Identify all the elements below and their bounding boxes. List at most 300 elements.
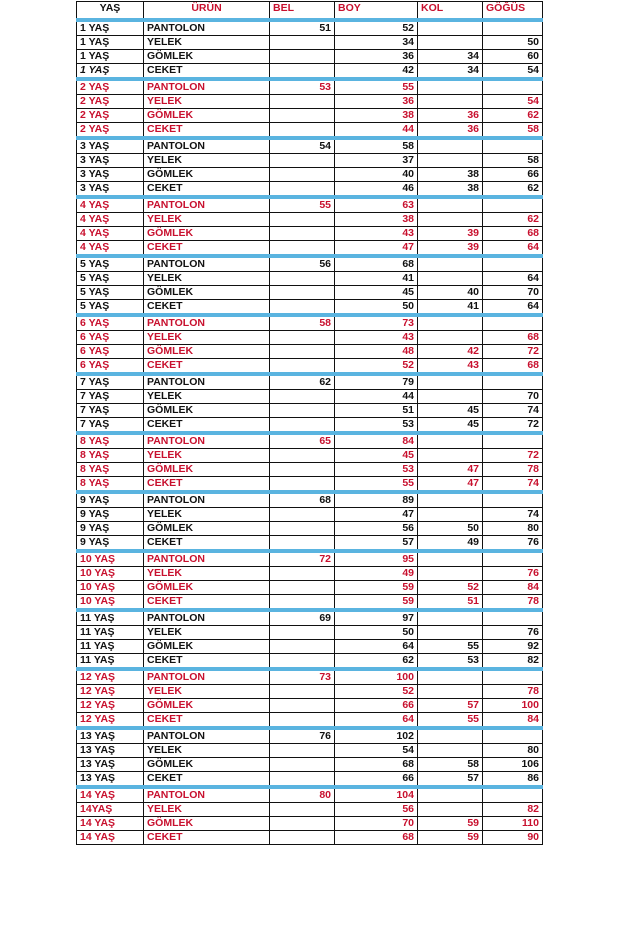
cell-bel [270,359,335,375]
cell-kol: 38 [418,168,483,182]
cell-kol: 55 [418,713,483,729]
header-urun: ÜRÜN [144,2,270,21]
cell-gogus: 62 [483,213,543,227]
cell-boy: 55 [335,79,418,95]
cell-yas: 11 YAŞ [77,654,144,670]
cell-gogus [483,315,543,331]
cell-yas: 12 YAŞ [77,669,144,685]
cell-gogus: 64 [483,300,543,316]
cell-urun: YELEK [144,272,270,286]
cell-bel: 62 [270,374,335,390]
cell-yas: 7 YAŞ [77,418,144,434]
cell-urun: YELEK [144,154,270,168]
cell-gogus: 76 [483,567,543,581]
header-row [77,2,543,21]
cell-urun: YELEK [144,449,270,463]
cell-urun: GÖMLEK [144,640,270,654]
cell-kol: 59 [418,831,483,845]
cell-bel [270,168,335,182]
cell-boy: 66 [335,772,418,788]
cell-yas: 9 YAŞ [77,508,144,522]
cell-urun: YELEK [144,744,270,758]
cell-gogus: 84 [483,581,543,595]
table-row [77,138,543,154]
header-boy: BOY [335,2,418,21]
cell-bel: 53 [270,79,335,95]
cell-yas: 13 YAŞ [77,728,144,744]
cell-bel [270,418,335,434]
table-row [77,168,543,182]
table-row [77,404,543,418]
cell-boy: 55 [335,477,418,493]
table-row [77,345,543,359]
cell-urun: CEKET [144,477,270,493]
cell-yas: 5 YAŞ [77,272,144,286]
table-row [77,551,543,567]
cell-gogus: 68 [483,359,543,375]
cell-bel [270,595,335,611]
table-row [77,772,543,788]
cell-gogus [483,433,543,449]
cell-yas: 9 YAŞ [77,522,144,536]
table-row [77,522,543,536]
cell-boy: 53 [335,463,418,477]
cell-urun: GÖMLEK [144,758,270,772]
cell-yas: 12 YAŞ [77,685,144,699]
cell-yas: 12 YAŞ [77,699,144,713]
cell-urun: PANTOLON [144,315,270,331]
cell-kol [418,433,483,449]
cell-gogus [483,669,543,685]
cell-boy: 84 [335,433,418,449]
cell-kol [418,256,483,272]
cell-boy: 64 [335,713,418,729]
cell-kol: 47 [418,477,483,493]
cell-kol: 39 [418,227,483,241]
table-row [77,50,543,64]
cell-urun: CEKET [144,713,270,729]
cell-kol: 51 [418,595,483,611]
cell-boy: 68 [335,256,418,272]
cell-yas: 2 YAŞ [77,79,144,95]
cell-yas: 2 YAŞ [77,95,144,109]
table-row [77,654,543,670]
table-row [77,536,543,552]
cell-urun: PANTOLON [144,492,270,508]
cell-urun: YELEK [144,508,270,522]
cell-yas: 2 YAŞ [77,123,144,139]
cell-bel: 72 [270,551,335,567]
table-row [77,390,543,404]
cell-gogus: 92 [483,640,543,654]
cell-urun: CEKET [144,241,270,257]
table-row [77,315,543,331]
cell-yas: 9 YAŞ [77,492,144,508]
cell-yas: 1 YAŞ [77,50,144,64]
cell-urun: YELEK [144,36,270,50]
cell-gogus [483,787,543,803]
cell-bel [270,685,335,699]
cell-bel: 68 [270,492,335,508]
cell-urun: GÖMLEK [144,109,270,123]
cell-gogus: 58 [483,123,543,139]
cell-bel [270,345,335,359]
cell-bel [270,699,335,713]
cell-yas: 13 YAŞ [77,758,144,772]
table-row [77,817,543,831]
cell-bel: 76 [270,728,335,744]
size-chart-body [77,20,543,845]
cell-urun: YELEK [144,95,270,109]
cell-boy: 34 [335,36,418,50]
table-row [77,831,543,845]
cell-urun: GÖMLEK [144,50,270,64]
cell-boy: 50 [335,626,418,640]
cell-urun: GÖMLEK [144,817,270,831]
cell-bel: 65 [270,433,335,449]
cell-yas: 11 YAŞ [77,626,144,640]
cell-boy: 38 [335,109,418,123]
table-row [77,20,543,36]
cell-bel: 58 [270,315,335,331]
cell-boy: 58 [335,138,418,154]
cell-kol: 58 [418,758,483,772]
cell-gogus: 82 [483,803,543,817]
cell-kol: 53 [418,654,483,670]
cell-kol [418,36,483,50]
cell-bel [270,213,335,227]
cell-bel [270,772,335,788]
size-chart-sheet [76,1,543,845]
table-row [77,610,543,626]
cell-bel [270,803,335,817]
cell-kol: 49 [418,536,483,552]
cell-boy: 56 [335,803,418,817]
cell-bel [270,626,335,640]
cell-yas: 6 YAŞ [77,345,144,359]
table-row [77,449,543,463]
cell-bel [270,50,335,64]
cell-urun: GÖMLEK [144,404,270,418]
cell-urun: PANTOLON [144,433,270,449]
cell-bel [270,758,335,772]
cell-bel [270,744,335,758]
cell-kol [418,508,483,522]
cell-boy: 59 [335,581,418,595]
cell-yas: 11 YAŞ [77,610,144,626]
cell-urun: YELEK [144,626,270,640]
cell-yas: 4 YAŞ [77,227,144,241]
cell-gogus: 74 [483,404,543,418]
cell-yas: 10 YAŞ [77,581,144,595]
cell-bel [270,522,335,536]
cell-kol: 47 [418,463,483,477]
cell-gogus: 86 [483,772,543,788]
table-row [77,595,543,611]
cell-bel [270,390,335,404]
cell-boy: 52 [335,685,418,699]
cell-urun: GÖMLEK [144,463,270,477]
table-row [77,213,543,227]
cell-bel [270,640,335,654]
cell-boy: 43 [335,227,418,241]
cell-kol: 41 [418,300,483,316]
cell-yas: 10 YAŞ [77,567,144,581]
cell-gogus: 72 [483,418,543,434]
cell-kol: 59 [418,817,483,831]
cell-boy: 59 [335,595,418,611]
cell-urun: GÖMLEK [144,345,270,359]
cell-bel: 54 [270,138,335,154]
cell-bel [270,241,335,257]
cell-kol: 36 [418,109,483,123]
cell-bel [270,581,335,595]
cell-gogus [483,138,543,154]
cell-bel: 69 [270,610,335,626]
cell-kol: 34 [418,64,483,80]
cell-kol [418,95,483,109]
cell-yas: 13 YAŞ [77,772,144,788]
cell-gogus [483,374,543,390]
cell-bel [270,567,335,581]
cell-boy: 40 [335,168,418,182]
cell-boy: 38 [335,213,418,227]
cell-gogus: 82 [483,654,543,670]
cell-gogus: 84 [483,713,543,729]
cell-yas: 14 YAŞ [77,831,144,845]
cell-kol [418,685,483,699]
cell-yas: 10 YAŞ [77,595,144,611]
cell-kol [418,315,483,331]
table-row [77,272,543,286]
cell-boy: 46 [335,182,418,198]
cell-boy: 44 [335,123,418,139]
cell-urun: YELEK [144,213,270,227]
table-row [77,433,543,449]
cell-yas: 14 YAŞ [77,787,144,803]
cell-boy: 73 [335,315,418,331]
cell-yas: 11 YAŞ [77,640,144,654]
cell-bel [270,477,335,493]
cell-urun: PANTOLON [144,20,270,36]
cell-kol: 42 [418,345,483,359]
cell-gogus: 78 [483,685,543,699]
cell-urun: CEKET [144,418,270,434]
cell-urun: CEKET [144,654,270,670]
cell-gogus: 70 [483,390,543,404]
cell-yas: 8 YAŞ [77,449,144,463]
header-yas: YAŞ [77,2,144,21]
cell-boy: 42 [335,64,418,80]
cell-gogus: 54 [483,95,543,109]
cell-gogus: 54 [483,64,543,80]
cell-urun: CEKET [144,359,270,375]
cell-gogus: 78 [483,595,543,611]
cell-bel [270,331,335,345]
cell-yas: 7 YAŞ [77,374,144,390]
cell-kol: 39 [418,241,483,257]
cell-bel: 55 [270,197,335,213]
cell-yas: 7 YAŞ [77,390,144,404]
cell-urun: CEKET [144,595,270,611]
cell-urun: YELEK [144,567,270,581]
cell-kol: 40 [418,286,483,300]
cell-boy: 70 [335,817,418,831]
table-row [77,744,543,758]
cell-boy: 68 [335,831,418,845]
cell-kol [418,744,483,758]
cell-kol [418,197,483,213]
cell-yas: 5 YAŞ [77,286,144,300]
cell-gogus: 58 [483,154,543,168]
cell-yas: 4 YAŞ [77,241,144,257]
cell-yas: 6 YAŞ [77,359,144,375]
cell-bel [270,817,335,831]
cell-bel: 73 [270,669,335,685]
cell-boy: 47 [335,241,418,257]
cell-urun: GÖMLEK [144,227,270,241]
cell-kol [418,567,483,581]
cell-bel [270,463,335,477]
table-row [77,359,543,375]
cell-boy: 48 [335,345,418,359]
table-row [77,803,543,817]
cell-bel [270,713,335,729]
cell-boy: 89 [335,492,418,508]
cell-kol [418,728,483,744]
cell-yas: 14 YAŞ [77,817,144,831]
cell-kol: 38 [418,182,483,198]
cell-yas: 3 YAŞ [77,182,144,198]
cell-gogus: 60 [483,50,543,64]
cell-boy: 52 [335,20,418,36]
cell-boy: 45 [335,449,418,463]
cell-bel [270,272,335,286]
cell-urun: YELEK [144,331,270,345]
cell-boy: 79 [335,374,418,390]
cell-urun: PANTOLON [144,197,270,213]
cell-bel [270,508,335,522]
cell-kol [418,610,483,626]
cell-urun: PANTOLON [144,728,270,744]
table-row [77,758,543,772]
table-row [77,669,543,685]
cell-gogus [483,728,543,744]
table-row [77,109,543,123]
cell-boy: 54 [335,744,418,758]
table-row [77,640,543,654]
cell-bel [270,831,335,845]
table-row [77,787,543,803]
cell-bel [270,95,335,109]
cell-boy: 36 [335,50,418,64]
cell-bel: 80 [270,787,335,803]
cell-gogus: 76 [483,626,543,640]
cell-yas: 8 YAŞ [77,433,144,449]
cell-boy: 62 [335,654,418,670]
cell-kol [418,138,483,154]
cell-yas: 14YAŞ [77,803,144,817]
cell-gogus: 62 [483,109,543,123]
table-row [77,64,543,80]
cell-gogus: 110 [483,817,543,831]
cell-kol [418,803,483,817]
table-row [77,728,543,744]
cell-urun: CEKET [144,536,270,552]
cell-gogus: 72 [483,345,543,359]
table-row [77,241,543,257]
cell-boy: 41 [335,272,418,286]
cell-bel [270,227,335,241]
cell-yas: 4 YAŞ [77,197,144,213]
cell-gogus: 50 [483,36,543,50]
cell-yas: 1 YAŞ [77,20,144,36]
cell-gogus: 68 [483,331,543,345]
table-row [77,95,543,109]
cell-urun: PANTOLON [144,551,270,567]
cell-kol: 57 [418,699,483,713]
cell-boy: 49 [335,567,418,581]
cell-gogus: 64 [483,272,543,286]
cell-boy: 51 [335,404,418,418]
table-row [77,374,543,390]
cell-bel [270,154,335,168]
cell-gogus: 90 [483,831,543,845]
cell-kol: 45 [418,418,483,434]
cell-urun: PANTOLON [144,256,270,272]
cell-boy: 64 [335,640,418,654]
cell-urun: YELEK [144,390,270,404]
cell-boy: 53 [335,418,418,434]
header-gogus: GÖĞÜS [483,2,543,21]
cell-yas: 7 YAŞ [77,404,144,418]
cell-yas: 6 YAŞ [77,331,144,345]
table-row [77,463,543,477]
cell-gogus: 62 [483,182,543,198]
cell-kol [418,272,483,286]
cell-yas: 12 YAŞ [77,713,144,729]
cell-yas: 3 YAŞ [77,168,144,182]
cell-gogus: 78 [483,463,543,477]
cell-bel [270,449,335,463]
cell-gogus: 100 [483,699,543,713]
cell-yas: 5 YAŞ [77,256,144,272]
cell-boy: 104 [335,787,418,803]
table-row [77,492,543,508]
cell-urun: PANTOLON [144,610,270,626]
cell-boy: 102 [335,728,418,744]
cell-kol: 45 [418,404,483,418]
cell-urun: YELEK [144,685,270,699]
table-row [77,581,543,595]
cell-gogus [483,79,543,95]
table-row [77,227,543,241]
cell-kol: 43 [418,359,483,375]
cell-urun: GÖMLEK [144,699,270,713]
cell-gogus: 74 [483,508,543,522]
table-row [77,123,543,139]
cell-yas: 8 YAŞ [77,463,144,477]
cell-yas: 8 YAŞ [77,477,144,493]
cell-yas: 5 YAŞ [77,300,144,316]
cell-yas: 1 YAŞ [77,36,144,50]
cell-urun: PANTOLON [144,79,270,95]
table-row [77,36,543,50]
cell-yas: 3 YAŞ [77,154,144,168]
table-row [77,418,543,434]
table-row [77,182,543,198]
cell-kol [418,331,483,345]
